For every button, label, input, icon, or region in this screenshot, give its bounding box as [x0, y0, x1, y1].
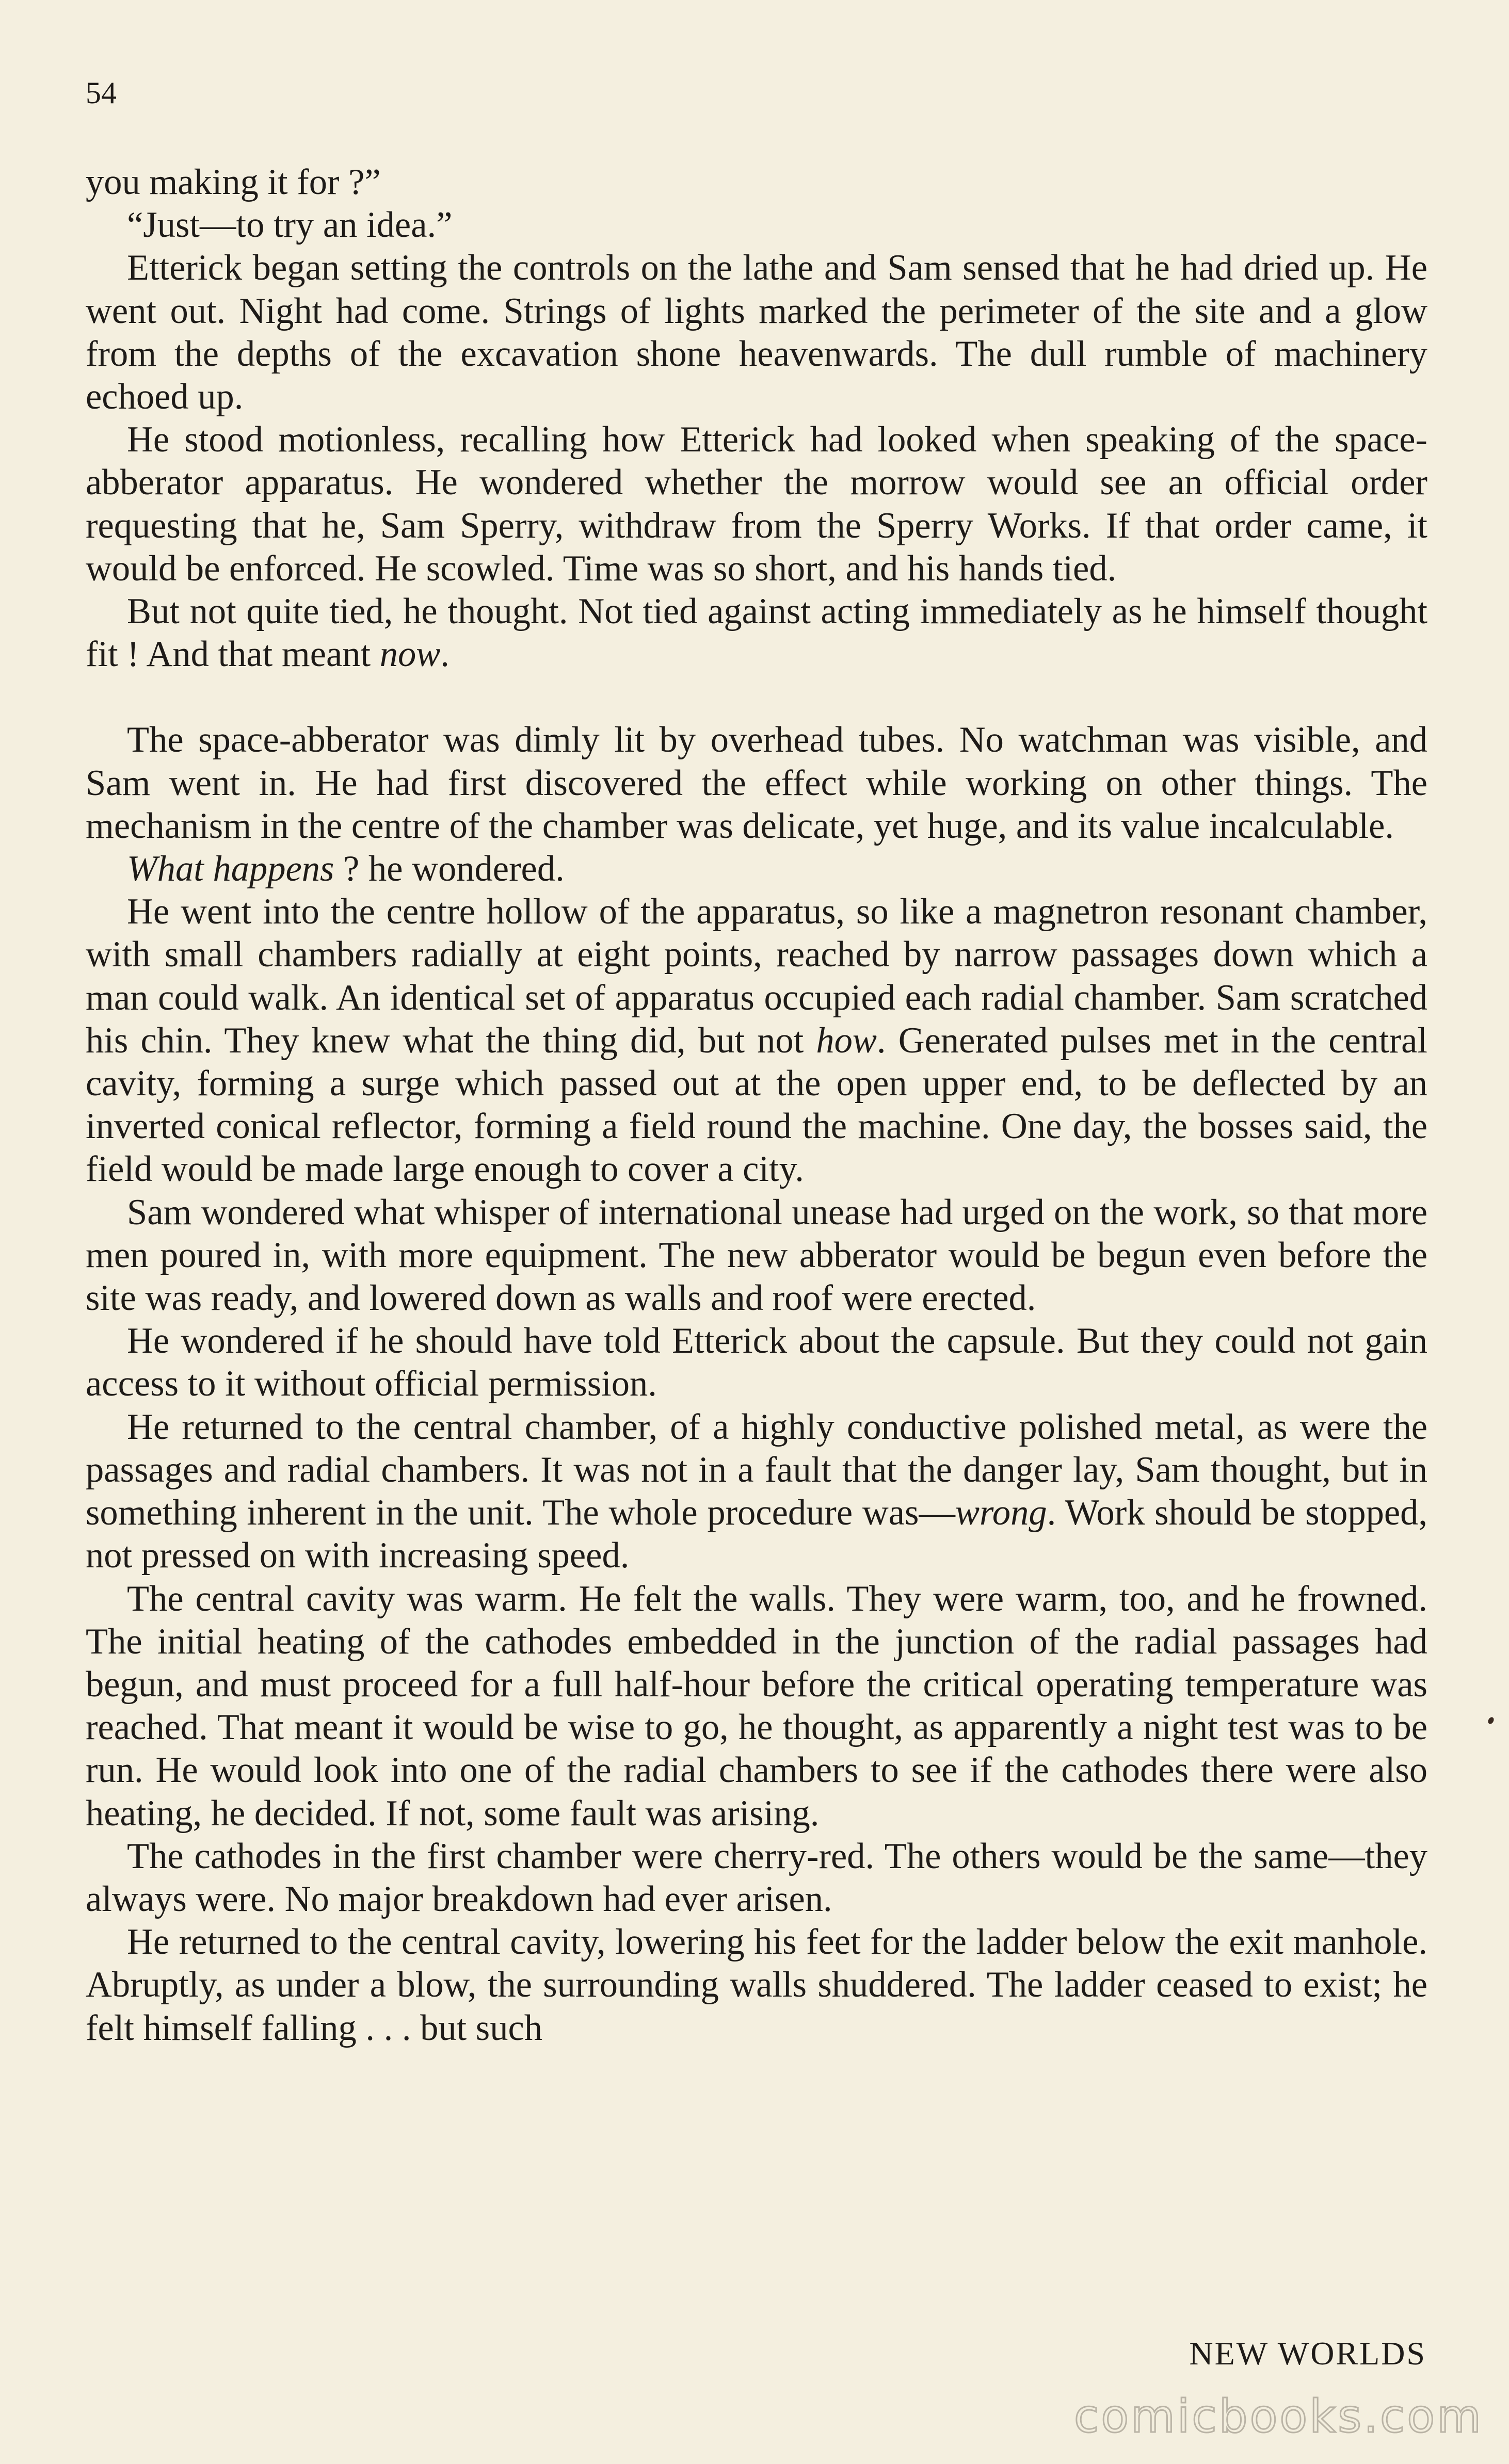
text-run: The space-abberator was dimly lit by overhead tubes. No watchman was visible, and Sam went in. He had first discovered the effect while working on other things. The mechanism in the centre of the chamber was delicate, yet huge, and its value incalculable.: [86, 720, 1427, 846]
text-run: The cathodes in the first chamber were cherry-red. The others would be the same—they always were. No major breakdown had ever arisen.: [86, 1836, 1427, 1919]
italic-run: wrong: [955, 1493, 1047, 1533]
paragraph: [86, 247, 1427, 418]
story-text: [86, 161, 1427, 2050]
text-run: He went into the centre hollow of the apparatus, so like a magnetron resonant chamber, with small chambers radially at eight points, reached by narrow passages down which a man could walk. An identical set of apparatus occupied each radial chamber. Sam scratched his chin. They knew what the thing did, but not: [86, 891, 1427, 1061]
paragraph: [86, 204, 1427, 247]
text-run: He returned to the central cavity, lowering his feet for the ladder below the exit manhole. Abruptly, as under a blow, the surrounding walls shuddered. The ladder ceased to exist; he felt himself falling . . . but such: [86, 1922, 1427, 2048]
page-number: 54: [86, 76, 117, 110]
paragraph: [86, 1578, 1427, 1835]
ink-mark: [1487, 1716, 1495, 1725]
text-run: He wondered if he should have told Etterick about the capsule. But they could not gain access to it without official permission.: [86, 1321, 1427, 1404]
text-run: He returned to the central chamber, of a highly conductive polished metal, as were the passages and radial chambers. It was not in a fault that the danger lay, Sam thought, but in something inherent in the unit. The whole procedure was—: [86, 1406, 1427, 1533]
italic-run: now: [379, 634, 441, 675]
paragraph: [86, 719, 1427, 848]
text-run: . Generated pulses met in the central cavity, forming a surge which passed out at the open upper end, to be deflected by an inverted conical reflector, forming a field round the machine. One day, the bosses said, the field would be made large enough to cover a city.: [86, 1020, 1427, 1190]
paragraph: [86, 1191, 1427, 1320]
text-run: The central cavity was warm. He felt the walls. They were warm, too, and he frowned. The initial heating of the cathodes embedded in the junction of the radial passages had begun, and must proceed for a full half-hour before the critical operating temperature was reached. That meant it would be wise to go, he thought, as apparently a night test was to be run. He would look into one of the radial chambers to see if the cathodes there were also heating, he decided. If not, some fault was arising.: [86, 1578, 1427, 1834]
text-run: “Just—to try an idea.”: [127, 205, 453, 246]
paragraph: [86, 418, 1427, 590]
paragraph: [86, 1835, 1427, 1921]
text-run: Etterick began setting the controls on the lathe and Sam sensed that he had dried up. He went out. Night had come. Strings of lights marked the perimeter of the site and a glow from the depths of the excavation shone heavenwards. The dull rumble of machinery echoed up.: [86, 248, 1427, 417]
paragraph: [86, 890, 1427, 1191]
text-run: But not quite tied, he thought. Not tied against acting immediately as he himself thought fit ! And that meant: [86, 591, 1427, 675]
paragraph: [86, 848, 1427, 890]
text-run: . Work should be stopped, not pressed on with increasing speed.: [86, 1493, 1428, 1576]
text-run: Sam wondered what whisper of international unease had urged on the work, so that more men poured in, with more equipment. The new abberator would be begun even before the site was ready, and lowered down as walls and roof were erected.: [86, 1192, 1427, 1319]
text-run: you making it for ?”: [86, 162, 381, 202]
text-run: He stood motionless, recalling how Etterick had looked when speaking of the space-abberator apparatus. He wondered whether the morrow would see an official order requesting that he, Sam Sperry, withdraw from the Sperry Works. If that order came, it would be enforced. He scowled. Time was so short, and his hands tied.: [86, 419, 1427, 589]
magazine-title-footer: NEW WORLDS: [1189, 2335, 1426, 2372]
paragraph: [86, 1406, 1427, 1578]
paragraph: [86, 161, 1427, 204]
paragraph: [86, 590, 1427, 676]
text-run: ? he wondered.: [334, 849, 565, 889]
paragraph: [86, 1921, 1427, 2050]
italic-run: What happens: [127, 849, 334, 889]
paragraph: [86, 1320, 1427, 1405]
watermark: comicbooks.com: [1073, 2390, 1483, 2443]
text-run: .: [440, 634, 450, 675]
italic-run: how: [816, 1020, 877, 1061]
